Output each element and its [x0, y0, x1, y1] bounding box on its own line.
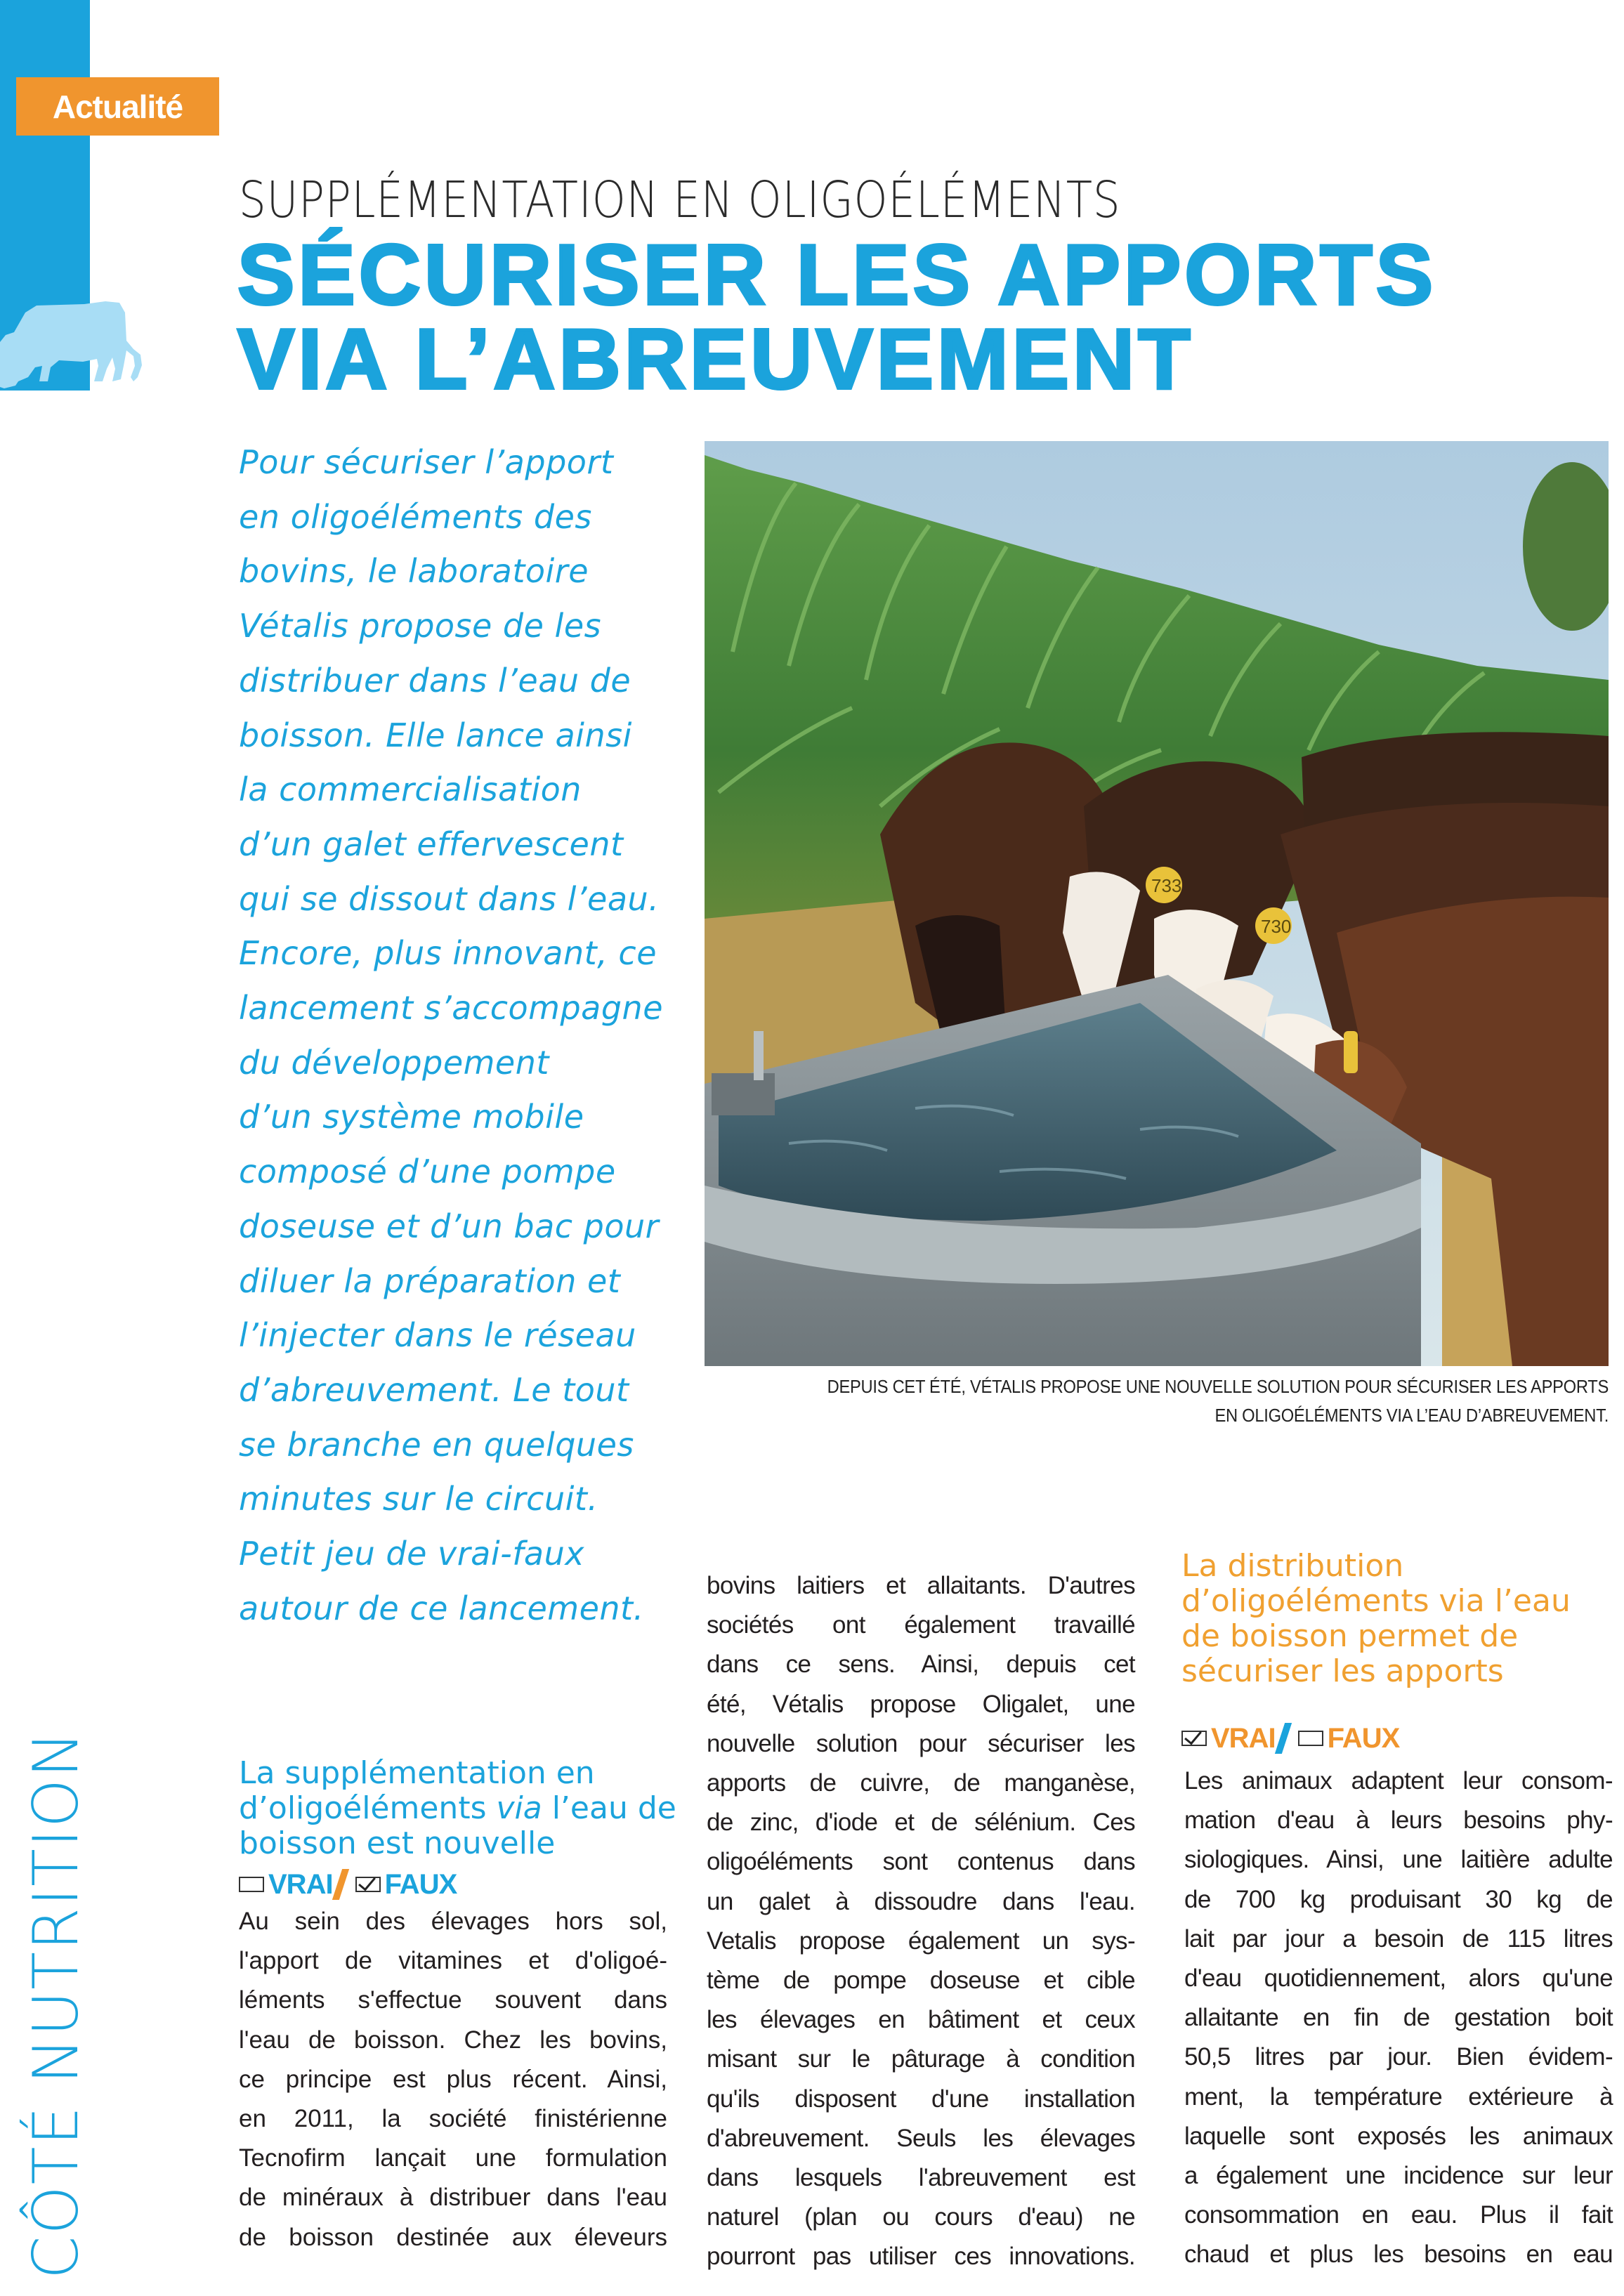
- cows-drinking-photo: [705, 441, 1609, 1366]
- article-kicker: SUPPLÉMENTATION EN OLIGOÉLÉMENTS: [239, 171, 1121, 229]
- article-title-line-1: SÉCURISER LES APPORTS: [237, 227, 1437, 322]
- intro-line: composé d’une pompe: [239, 1153, 616, 1191]
- body-line: apports de cuivre, de manganèse,: [707, 1769, 1135, 1797]
- body-line: laquelle sont exposés les animaux: [1184, 2122, 1613, 2150]
- ear-tag-731: [1344, 1031, 1358, 1073]
- body-line: l'eau de boisson. Chez les bovins,: [239, 2026, 667, 2054]
- intro-line: qui se dissout dans l’eau.: [239, 879, 660, 918]
- body-line: de minéraux à distribuer dans l'eau: [239, 2184, 667, 2212]
- body-line: un galet à dissoudre dans l'eau.: [707, 1887, 1135, 1915]
- question-2-true-false: [1181, 1721, 1399, 1756]
- question-2-title-line: de boisson permet de: [1181, 1618, 1519, 1654]
- body-line: dans lesquels l'abreuvement est: [707, 2164, 1135, 2192]
- body-line: ment, la température extérieure à: [1184, 2082, 1613, 2111]
- body-column-3: [1184, 1762, 1613, 2275]
- body-line: sociétés ont également travaillé: [707, 1611, 1135, 1639]
- caption-line: DEPUIS CET ÉTÉ, VÉTALIS PROPOSE UNE NOUVELLE SOLUTION POUR SÉCURISER LES APPORTS: [827, 1377, 1609, 1397]
- body-line: l'apport de vitamines et d'oligoé-: [239, 1947, 667, 1975]
- question-2-title: [1181, 1549, 1617, 1689]
- intro-line: d’un galet effervescent: [239, 825, 624, 863]
- body-line: oligoéléments sont contenus dans: [707, 1848, 1135, 1876]
- intro-line: d’un système mobile: [239, 1098, 584, 1136]
- checkbox-checked-icon: [1181, 1731, 1207, 1746]
- body-line: Vetalis propose également un sys-: [707, 1927, 1135, 1955]
- question-2-title-line: sécuriser les apports: [1181, 1653, 1504, 1689]
- section-badge: Actualité: [16, 77, 219, 136]
- body-line: lait par jour a besoin de 115 litres: [1184, 1924, 1613, 1953]
- question-2-title-line: d’oligoéléments via l’eau: [1181, 1583, 1571, 1619]
- body-line: misant sur le pâturage à condition: [707, 2045, 1135, 2073]
- vrai-label: VRAI: [268, 1868, 333, 1900]
- faux-label: FAUX: [1327, 1722, 1400, 1754]
- intro-line: boisson. Elle lance ainsi: [239, 716, 632, 754]
- body-line: tème de pompe doseuse et cible: [707, 1967, 1135, 1995]
- checkbox-empty-icon: [239, 1877, 264, 1892]
- body-line: d'abreuvement. Seuls les élevages: [707, 2124, 1135, 2152]
- intro-line: distribuer dans l’eau de: [239, 661, 631, 700]
- intro-line: doseuse et d’un bac pour: [239, 1207, 660, 1245]
- body-line: d'eau quotidiennement, alors qu'une: [1184, 1964, 1613, 1993]
- body-line: allaitante en fin de gestation boit: [1184, 2004, 1613, 2032]
- intro-line: Petit jeu de vrai-faux: [239, 1535, 584, 1573]
- intro-line: Pour sécuriser l’apport: [239, 443, 614, 481]
- body-line: qu'ils disposent d'une installation: [707, 2085, 1135, 2113]
- body-line: siologiques. Ainsi, une laitière adulte: [1184, 1846, 1613, 1874]
- intro-line: diluer la préparation et: [239, 1261, 621, 1300]
- intro-line: Encore, plus innovant, ce: [239, 934, 657, 973]
- intro-line: l’injecter dans le réseau: [239, 1316, 636, 1355]
- intro-line: la commercialisation: [239, 770, 582, 809]
- body-line: mation d'eau à leurs besoins phy-: [1184, 1806, 1613, 1835]
- body-line: ce principe est plus récent. Ainsi,: [239, 2065, 667, 2093]
- body-line: Tecnofirm lançait une formulation: [239, 2144, 667, 2172]
- photo-caption: [705, 1373, 1609, 1431]
- vrai-label: VRAI: [1211, 1722, 1276, 1754]
- body-column-2: [707, 1566, 1135, 2277]
- body-line: naturel (plan ou cours d'eau) ne: [707, 2203, 1135, 2231]
- question-1-true-false: [239, 1867, 457, 1902]
- body-line: pourront pas utiliser ces innovations.: [707, 2243, 1135, 2271]
- question-1-title-text-end: l’eau de boisson est nouvelle: [239, 1790, 676, 1861]
- slash-separator: [332, 1869, 348, 1900]
- intro-line: bovins, le laboratoire: [239, 552, 589, 591]
- body-line: a également une incidence sur leur: [1184, 2162, 1613, 2190]
- grazing-cow-icon: [0, 299, 148, 393]
- body-line: été, Vétalis propose Oligalet, une: [707, 1690, 1135, 1718]
- body-line: Au sein des élevages hors sol,: [239, 1908, 667, 1935]
- question-1-title-emphasis: via: [496, 1790, 542, 1826]
- body-line: de 700 kg produisant 30 kg de: [1184, 1885, 1613, 1913]
- intro-line: se branche en quelques: [239, 1425, 634, 1464]
- body-line: Les animaux adaptent leur consom-: [1184, 1767, 1613, 1795]
- question-2-title-line: La distribution: [1181, 1548, 1404, 1584]
- body-line: léments s'effectue souvent dans: [239, 1986, 667, 2014]
- body-line: chaud et plus les besoins en eau: [1184, 2241, 1613, 2269]
- body-line: les élevages en bâtiment et ceux: [707, 2006, 1135, 2034]
- intro-line: lancement s’accompagne: [239, 989, 663, 1028]
- body-line: bovins laitiers et allaitants. D'autres: [707, 1572, 1135, 1599]
- checkbox-empty-icon: [1298, 1731, 1323, 1746]
- intro-line: en oligoéléments des: [239, 497, 592, 536]
- intro-line: minutes sur le circuit.: [239, 1480, 598, 1518]
- ear-tag-label: 733: [1151, 875, 1182, 896]
- intro-line: autour de ce lancement.: [239, 1589, 644, 1627]
- body-line: 50,5 litres par jour. Bien évidem-: [1184, 2043, 1613, 2071]
- slash-separator: [1274, 1723, 1291, 1754]
- caption-line: EN OLIGOÉLÉMENTS VIA L’EAU D’ABREUVEMENT.: [1214, 1406, 1609, 1426]
- body-line: consommation en eau. Plus il fait: [1184, 2201, 1613, 2229]
- article-title-line-2: VIA L’ABREUVEMENT: [237, 311, 1194, 407]
- intro-line: Vétalis propose de les: [239, 607, 602, 645]
- body-line: en 2011, la société finistérienne: [239, 2105, 667, 2133]
- intro-line: du développement: [239, 1043, 549, 1082]
- article-intro: [239, 435, 674, 1636]
- ear-tag-label: 730: [1261, 916, 1292, 937]
- body-line: dans ce sens. Ainsi, depuis cet: [707, 1651, 1135, 1679]
- checkbox-checked-icon: [355, 1877, 381, 1892]
- question-1-title-text: La supplémentation en d’oligoéléments: [239, 1755, 595, 1826]
- body-column-1: [239, 1902, 667, 2257]
- section-side-label: CÔTÉ NUTRITION: [20, 1730, 92, 2279]
- question-1-title: [239, 1756, 688, 1861]
- body-line: de zinc, d'iode et de sélénium. Ces: [707, 1809, 1135, 1837]
- body-line: de boisson destinée aux éleveurs: [239, 2223, 667, 2251]
- intro-line: d’abreuvement. Le tout: [239, 1370, 629, 1409]
- faux-label: FAUX: [384, 1868, 457, 1900]
- body-line: nouvelle solution pour sécuriser les: [707, 1729, 1135, 1757]
